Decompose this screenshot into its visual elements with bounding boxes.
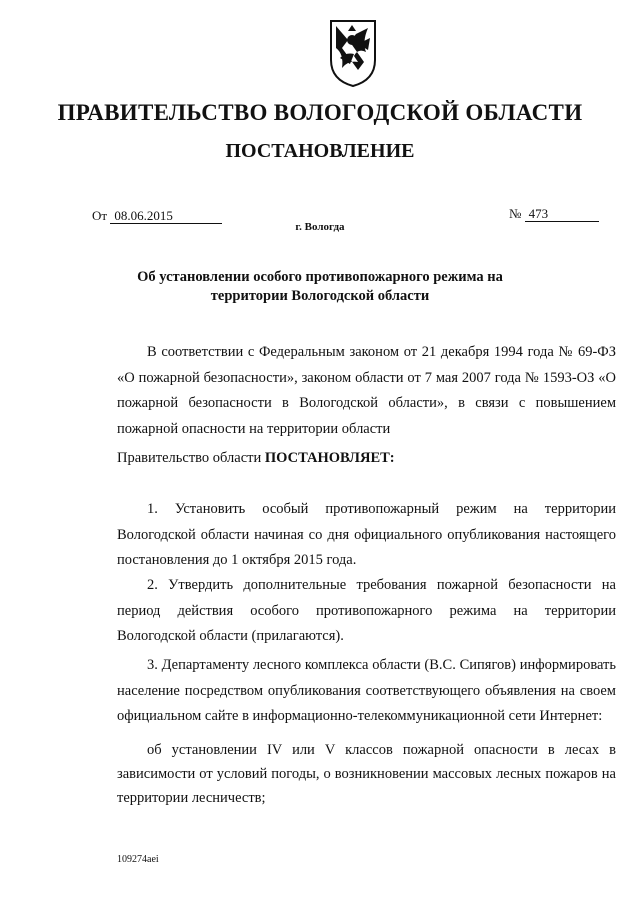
vologda-coat-of-arms-emblem <box>328 18 378 88</box>
government-title: ПРАВИТЕЛЬСТВО ВОЛОГОДСКОЙ ОБЛАСТИ <box>57 100 583 125</box>
government-resolves-line <box>117 446 616 472</box>
date-prefix: От <box>92 208 108 223</box>
government-prefix: Правительство области <box>117 450 265 466</box>
resolves-keyword: ПОСТАНОВЛЯЕТ: <box>264 450 395 466</box>
date-value: 08.06.2015 <box>110 209 222 224</box>
item-1-paragraph: 1. Установить особый противопожарный режим на территории Вологодской области начиная со дня официального опубликования настоящего постановления до 1 октября 2015 года. <box>117 501 616 568</box>
document-subject: Об установлении особого противопожарного режима на территории Вологодской области <box>137 269 503 304</box>
number-value: 473 <box>525 207 599 222</box>
city-label: г. Вологда <box>295 221 345 233</box>
item-2-paragraph: 2. Утвердить дополнительные требования пожарной безопасности на период действия особого противопожарного режима на территории Вологодской области (прилагаются). <box>117 577 616 644</box>
item-3-subparagraph: об установлении IV или V классов пожарной опасности в лесах в зависимости от условий погоды, о возникновении массовых лесных пожаров на территории лесничеств; <box>117 742 616 806</box>
document-code: 109274aei <box>117 854 159 865</box>
item-3-paragraph: 3. Департаменту лесного комплекса области (В.С. Сипягов) информировать население посредством опубликования соответствующего объявления на своем официальном сайте в информационно-телекоммуникационной сети Интернет: <box>117 657 616 724</box>
number-prefix: № <box>509 206 522 221</box>
document-type-title: ПОСТАНОВЛЕНИЕ <box>225 140 415 162</box>
document-number <box>509 206 599 222</box>
intro-paragraph: В соответствии с Федеральным законом от 21 декабря 1994 года № 69-ФЗ «О пожарной безопасности», законом области от 7 мая 2007 года № 1593-ОЗ «О пожарной безопасности в Вологодской области», в связи с повышением пожарной опасности на территории области <box>117 344 616 437</box>
